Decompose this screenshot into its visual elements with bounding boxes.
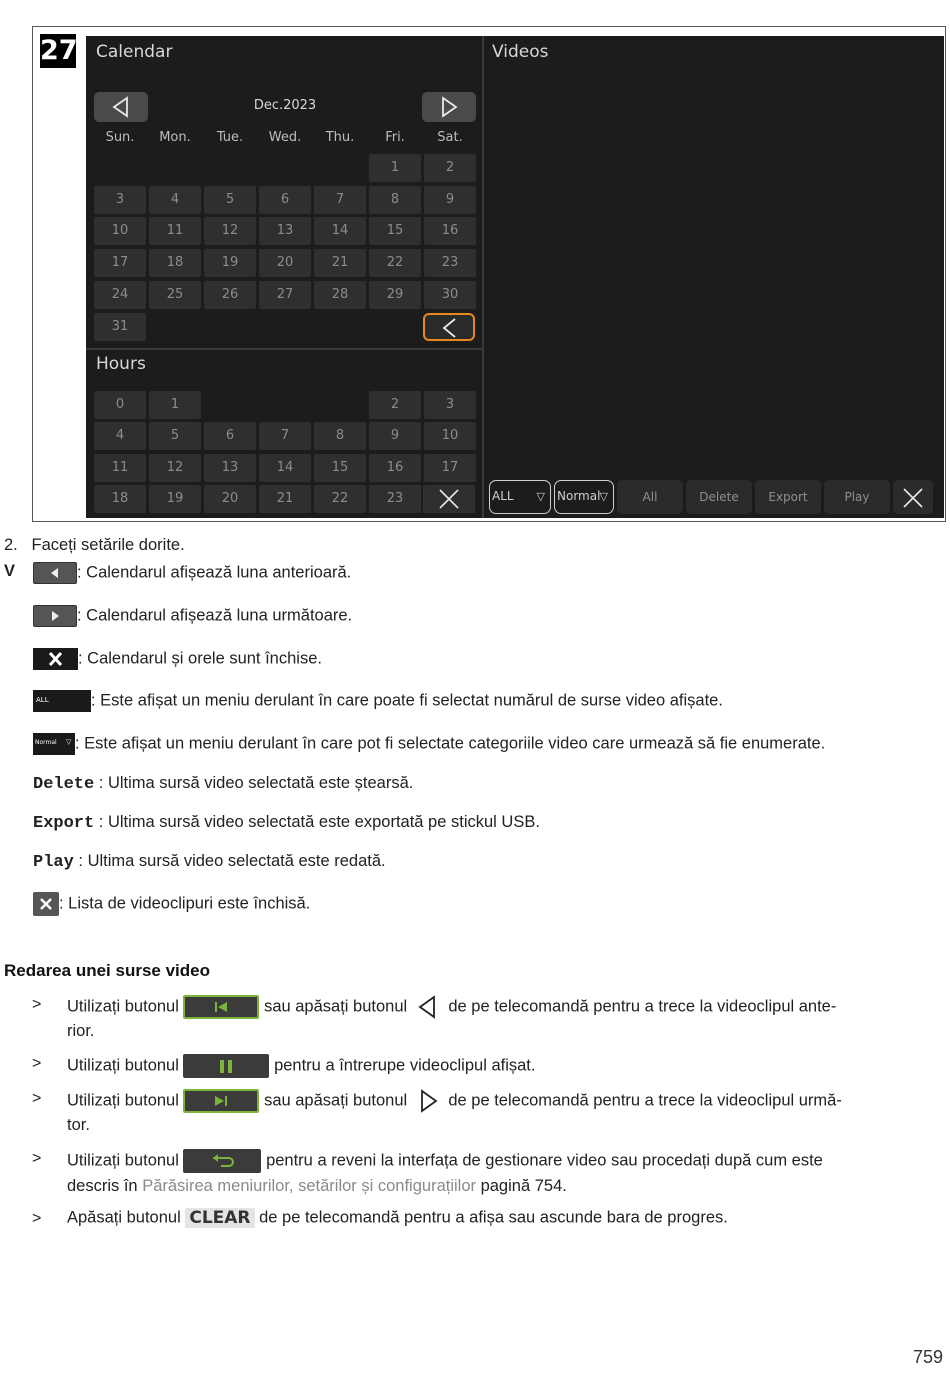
hour-cell[interactable]: 6 (204, 422, 256, 450)
videos-title: Videos (492, 42, 549, 62)
bullet-4-line-2 (67, 1177, 567, 1196)
triangle-right-icon (438, 96, 460, 118)
calendar-day[interactable]: 17 (94, 249, 146, 277)
calendar-day[interactable]: 18 (149, 249, 201, 277)
desc-prev-line (33, 562, 351, 584)
hours-title: Hours (96, 354, 146, 374)
calendar-day[interactable]: 24 (94, 281, 146, 309)
remote-left-button-icon (412, 995, 444, 1019)
bullet-4-line-1 (67, 1149, 823, 1173)
cross-reference-link[interactable]: Părăsirea meniurilor, setărilor și configurațiilor (142, 1177, 476, 1195)
next-month-button[interactable] (422, 92, 476, 122)
triangle-left-icon (412, 995, 444, 1019)
weekday-label: Thu. (325, 130, 355, 145)
bullet-5-text-b: de pe telecomandă pentru a afișa sau ascunde bara de progres. (254, 1208, 728, 1227)
bullet-2-line (67, 1054, 535, 1078)
hour-cell[interactable]: 21 (259, 485, 311, 513)
list-close-chip (33, 892, 59, 916)
calendar-day[interactable]: 21 (314, 249, 366, 277)
hour-cell[interactable]: 15 (314, 454, 366, 482)
close-icon (33, 892, 59, 916)
calendar-day[interactable]: 13 (259, 217, 311, 245)
hour-cell[interactable]: 10 (424, 422, 476, 450)
weekday-label: Sun. (105, 130, 135, 145)
hour-cell[interactable]: 9 (369, 422, 421, 450)
all-select-chip (33, 690, 91, 712)
category-select[interactable] (554, 480, 614, 514)
bullet-marker: > (32, 996, 42, 1013)
dropdown-triangle-icon: ▽ (66, 739, 72, 746)
calendar-day[interactable]: 23 (424, 249, 476, 277)
count-select[interactable] (489, 480, 551, 514)
delete-button[interactable]: Delete (686, 480, 752, 514)
calendar-day[interactable]: 30 (424, 281, 476, 309)
calendar-day[interactable]: 19 (204, 249, 256, 277)
select-all-button[interactable]: All (617, 480, 683, 514)
normal-select-chip (33, 733, 75, 755)
desc-all-line (33, 690, 723, 712)
desc-export-line (33, 813, 540, 833)
pause-button-chip (183, 1054, 269, 1078)
calendar-day[interactable]: 1 (369, 154, 421, 182)
bullet-5-text-a: Apăsați butonul (67, 1208, 186, 1227)
calendar-day[interactable]: 10 (94, 217, 146, 245)
hour-cell[interactable]: 2 (369, 391, 421, 419)
hour-cell[interactable]: 1 (149, 391, 201, 419)
hour-cell[interactable]: 3 (424, 391, 476, 419)
calendar-day[interactable]: 8 (369, 186, 421, 214)
calendar-day[interactable]: 12 (204, 217, 256, 245)
remote-right-button-icon (412, 1089, 444, 1113)
calendar-day[interactable]: 15 (369, 217, 421, 245)
desc-normal: : Este afișat un meniu derulant în care pot fi selectate categoriile video care urmează să fie enumerate. (75, 734, 826, 753)
triangle-right-icon (412, 1089, 444, 1113)
term-export: Export (33, 814, 95, 833)
bullet-3-text-a: Utilizați butonul (67, 1091, 184, 1110)
calendar-day[interactable]: 11 (149, 217, 201, 245)
dropdown-triangle-icon: ▽ (599, 490, 608, 503)
triangle-right-icon (34, 606, 76, 626)
term-delete: Delete (33, 775, 95, 794)
desc-close: : Calendarul și orele sunt închise. (78, 649, 322, 668)
hour-cell[interactable]: 23 (369, 485, 421, 513)
calendar-title: Calendar (96, 42, 173, 62)
pause-icon (183, 1054, 269, 1078)
prev-button-chip (33, 562, 77, 584)
bullet-4-text-a: Utilizați butonul (67, 1151, 184, 1170)
term-play: Play (33, 853, 74, 872)
calendar-day[interactable]: 6 (259, 186, 311, 214)
next-button-chip (33, 605, 77, 627)
bullet-3-line-2: tor. (67, 1116, 90, 1134)
figure-number: 27 (40, 35, 78, 66)
weekday-label: Wed. (268, 130, 302, 145)
calendar-day[interactable]: 22 (369, 249, 421, 277)
hour-cell[interactable]: 11 (94, 454, 146, 482)
calendar-day[interactable]: 29 (369, 281, 421, 309)
previous-month-button[interactable] (94, 92, 148, 122)
bullet-1-line-1 (67, 995, 836, 1019)
clear-button-label: CLEAR (185, 1208, 254, 1228)
return-button-chip (183, 1149, 261, 1173)
hour-cell[interactable]: 13 (204, 454, 256, 482)
bullet-1-text-c: de pe telecomandă pentru a trece la videoclipul ante- (443, 997, 837, 1016)
export-button[interactable]: Export (755, 480, 821, 514)
skip-next-icon (185, 1091, 257, 1111)
arrow-marker: V (4, 562, 16, 580)
bullet-2-text-b: pentru a întrerupe videoclipul afișat. (269, 1056, 536, 1075)
weekday-label: Sat. (437, 130, 463, 145)
weekday-label: Fri. (385, 130, 405, 145)
bullet-marker: > (32, 1210, 42, 1227)
bullet-5-line (67, 1208, 728, 1228)
bullet-4-text-b: pentru a reveni la interfața de gestionare video sau procedați după cum este (261, 1151, 823, 1170)
calendar-day[interactable]: 31 (94, 313, 146, 341)
hour-cell[interactable]: 22 (314, 485, 366, 513)
weekday-label: Mon. (159, 130, 191, 145)
hour-cell[interactable]: 18 (94, 485, 146, 513)
skip-previous-icon (185, 997, 257, 1017)
close-icon (33, 648, 78, 670)
hour-cell[interactable]: 5 (149, 422, 201, 450)
bullet-1-text-a: Utilizați butonul (67, 997, 184, 1016)
hour-cell[interactable]: 14 (259, 454, 311, 482)
close-calendar-button[interactable] (423, 485, 475, 513)
close-icon (438, 488, 460, 510)
bullet-4-text-d: pagină 754. (476, 1177, 567, 1195)
calendar-day[interactable]: 9 (424, 186, 476, 214)
hour-cell[interactable]: 4 (94, 422, 146, 450)
desc-list-close-line (33, 892, 310, 916)
month-label: Dec.2023 (253, 98, 317, 113)
close-video-list-button[interactable] (893, 480, 933, 514)
calendar-day[interactable]: 7 (314, 186, 366, 214)
all-select-chip-label: ALL (36, 696, 49, 704)
desc-list-close: : Lista de videoclipuri este închisă. (59, 894, 311, 913)
bullet-marker: > (32, 1150, 42, 1167)
bullet-marker: > (32, 1055, 42, 1072)
play-button[interactable]: Play (824, 480, 890, 514)
calendar-day[interactable]: 20 (259, 249, 311, 277)
bullet-3-text-b: sau apăsați butonul (259, 1091, 412, 1110)
screenshot-figure (32, 26, 946, 522)
desc-delete: : Ultima sursă video selectată este ștearsă. (94, 774, 414, 792)
bullet-2-text-a: Utilizați butonul (67, 1056, 184, 1075)
calendar-day[interactable]: 3 (94, 186, 146, 214)
video-manager-screen (86, 36, 944, 518)
calendar-day[interactable]: 26 (204, 281, 256, 309)
desc-delete-line (33, 774, 413, 794)
hour-cell[interactable]: 16 (369, 454, 421, 482)
desc-close-line (33, 648, 322, 670)
bullet-1-line-2: rior. (67, 1022, 95, 1040)
bullet-3-text-c: de pe telecomandă pentru a trece la videoclipul urmă- (443, 1091, 842, 1110)
close-button-chip (33, 648, 78, 670)
desc-next-line (33, 605, 352, 627)
triangle-left-icon (34, 563, 76, 583)
bullet-4-text-c: descris în (67, 1177, 143, 1195)
desc-normal-line (33, 733, 825, 755)
hour-cell[interactable]: 8 (314, 422, 366, 450)
bullet-3-line-1 (67, 1089, 842, 1113)
skip-previous-button-chip (183, 995, 259, 1019)
calendar-day[interactable]: 28 (314, 281, 366, 309)
dropdown-triangle-icon: ▽ (536, 490, 545, 503)
normal-select-chip-label: Normal (35, 739, 57, 746)
skip-next-button-chip (183, 1089, 259, 1113)
triangle-left-icon (110, 96, 132, 118)
hour-cell[interactable]: 17 (424, 454, 476, 482)
desc-next: : Calendarul afișează luna următoare. (77, 606, 353, 625)
calendar-day[interactable]: 25 (149, 281, 201, 309)
chevron-left-icon (440, 317, 460, 339)
category-select-value: Normal (557, 489, 601, 503)
hour-cell[interactable]: 12 (149, 454, 201, 482)
calendar-day[interactable]: 27 (259, 281, 311, 309)
calendar-day[interactable]: 14 (314, 217, 366, 245)
desc-all: : Este afișat un meniu derulant în care poate fi selectat numărul de surse video afișate. (91, 691, 723, 710)
close-icon (902, 487, 924, 509)
calendar-day[interactable]: 4 (149, 186, 201, 214)
hour-cell[interactable]: 0 (94, 391, 146, 419)
section-title: Redarea unei surse video (4, 961, 210, 980)
step-2: 2. Faceți setările dorite. (4, 536, 185, 554)
desc-prev: : Calendarul afișează luna anterioară. (77, 563, 352, 582)
desc-play-line (33, 852, 386, 872)
hour-cell[interactable]: 7 (259, 422, 311, 450)
calendar-day[interactable]: 5 (204, 186, 256, 214)
calendar-back-button[interactable] (423, 313, 475, 341)
page-number: 759 (913, 1347, 944, 1367)
return-arrow-icon (183, 1149, 261, 1173)
weekday-label: Tue. (216, 130, 244, 145)
calendar-day[interactable]: 16 (424, 217, 476, 245)
hour-cell[interactable]: 20 (204, 485, 256, 513)
hour-cell[interactable]: 19 (149, 485, 201, 513)
panel-divider (482, 36, 484, 518)
calendar-day[interactable]: 2 (424, 154, 476, 182)
bullet-1-text-b: sau apăsați butonul (259, 997, 412, 1016)
bullet-marker: > (32, 1090, 42, 1107)
desc-play: : Ultima sursă video selectată este redată. (73, 852, 386, 870)
desc-export: : Ultima sursă video selectată este exportată pe stickul USB. (94, 813, 540, 831)
count-select-value: ALL (492, 489, 514, 503)
calendar-hours-divider (86, 348, 482, 350)
